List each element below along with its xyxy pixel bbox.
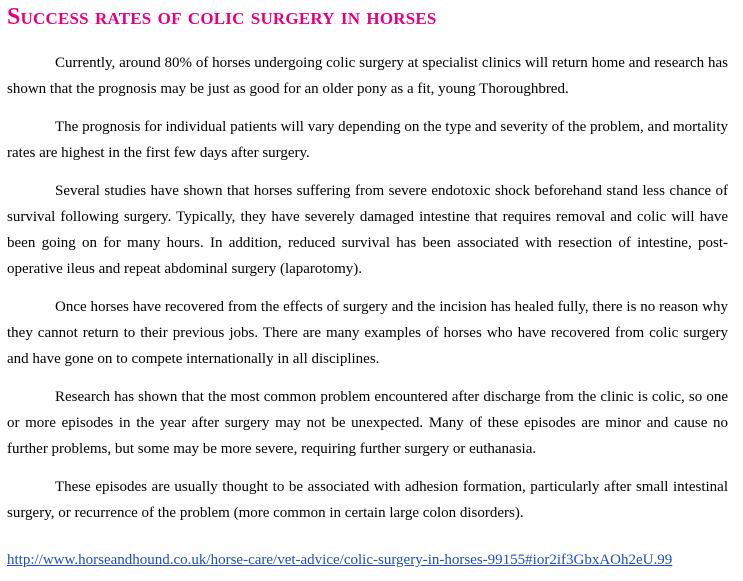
paragraph-1: Currently, around 80% of horses undergoing colic surgery at specialist clinics will return home and research has shown that the prognosis may be just as good for an older pony as a fit, young Thoroughbred. [7, 55, 728, 97]
paragraph-2: The prognosis for individual patients will vary depending on the type and severity of the problem, and mortality rates are highest in the first few days after surgery. [7, 119, 728, 161]
paragraph-4: Once horses have recovered from the effects of surgery and the incision has healed fully, there is no reason why they cannot return to their previous jobs. There are many examples of horses who have recovered from colic surgery and have gone on to compete internationally in all disciplines. [7, 299, 728, 367]
paragraph-6: These episodes are usually thought to be associated with adhesion formation, particularly after small intestinal surgery, or recurrence of the problem (more common in certain large colon disorders). [7, 479, 728, 521]
paragraph-5: Research has shown that the most common problem encountered after discharge from the clinic is colic, so one or more episodes in the year after surgery may not be unexpected. Many of these episodes are minor and cause no further problems, but some may be more severe, requiring further surgery or euthanasia. [7, 389, 728, 457]
document-title: Success rates of colic surgery in horses [7, 4, 437, 30]
paragraph-3: Several studies have shown that horses suffering from severe endotoxic shock beforehand stand less chance of survival following surgery. Typically, they have severely damaged intestine that requires removal and colic will have been going on for many hours. In addition, reduced survival has been associated with resection of intestine, post-operative ileus and repeat abdominal surgery (laparotomy). [7, 183, 728, 277]
source-link[interactable]: http://www.horseandhound.co.uk/horse-care/vet-advice/colic-surgery-in-horses-99155#ior2if3GbxAOh2eU.99 [7, 552, 673, 568]
document-page [7, 4, 728, 570]
